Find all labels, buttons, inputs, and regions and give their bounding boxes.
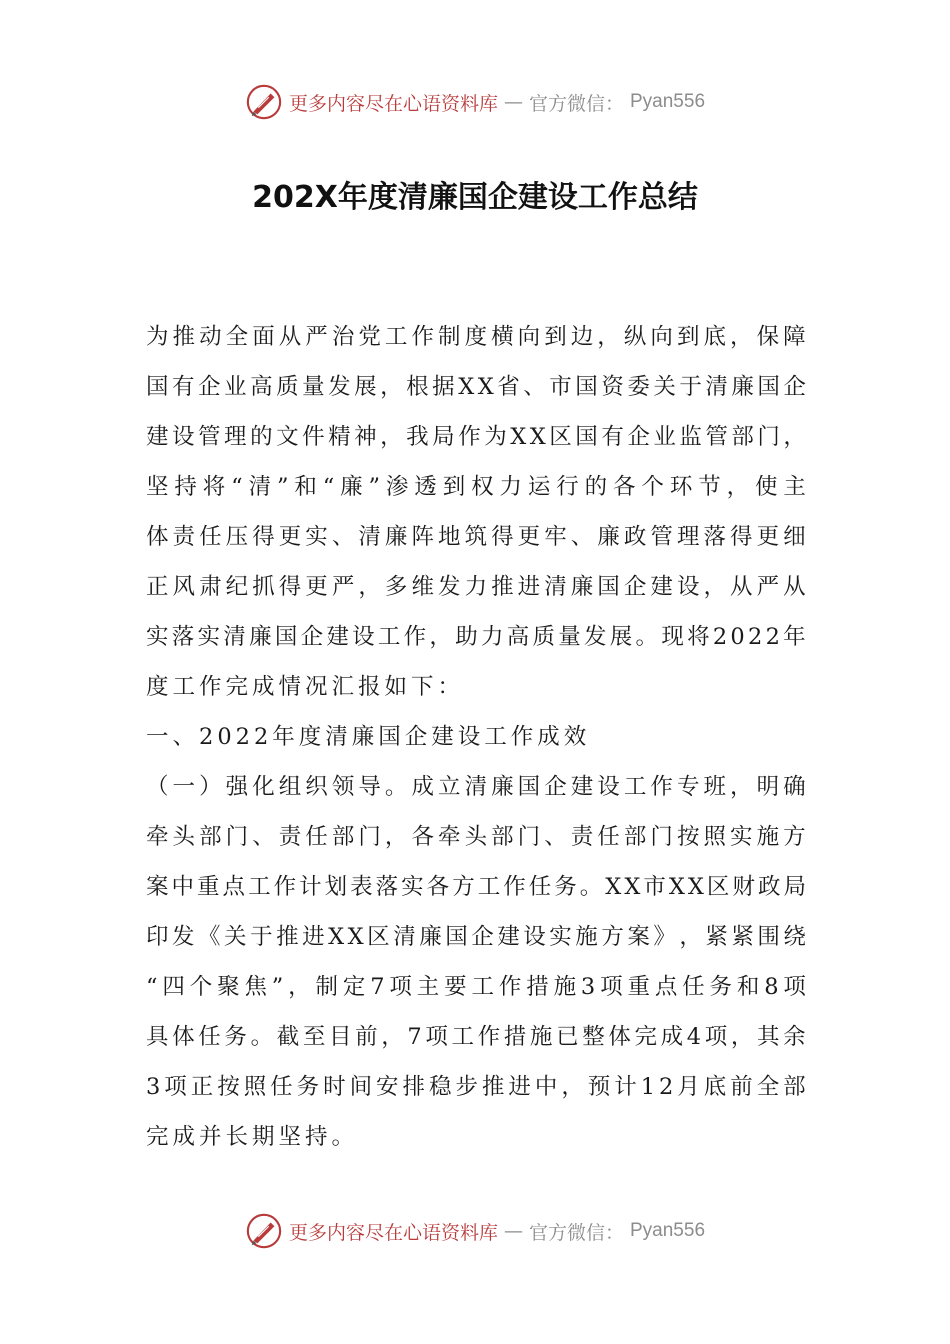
section-heading: 一、2022年度清廉国企建设工作成效 [146,724,591,750]
body-line: 正 风 肃 纪 抓 得 更 严 ， 多 维 发 力 推 进 清 廉 国 企 建 设 ， 从 严 从 [146,574,806,600]
body-line: 案 中 重 点 工 作 计 划 表 落 实 各 方 工 作 任 务 。 X X 市 X X 区 财 政 局 [146,874,806,900]
footer-banner [0,1211,950,1251]
banner-wechat-label: 官方微信： [528,92,624,115]
header-banner [0,82,950,122]
body-line: 为 推 动 全 面 从 严 治 党 工 作 制 度 横 向 到 边 ， 纵 向 到 底 ， 保 障 [146,324,806,350]
body-line: “ 四 个 聚 焦 ” ， 制 定 7 项 主 要 工 作 措 施 3 项 重 点 任 务 和 8 项 [146,974,806,1000]
document-title: 202X年度清廉国企建设工作总结 [252,180,698,215]
body-line: 建 设 管 理 的 文 件 精 神 ， 我 局 作 为 X X 区 国 有 企 业 监 管 部 门 ， [146,424,806,450]
banner-site-text: 更多内容尽在心语资料库 [288,92,498,115]
body-line: （ 一 ） 强 化 组 织 领 导 。 成 立 清 廉 国 企 建 设 工 作 专 班 ， 明 确 [146,774,806,800]
pen-quill-logo-icon [245,1212,283,1250]
footer-dash: — [503,1220,523,1242]
body-line: 体 责 任 压 得 更 实 、 清 廉 阵 地 筑 得 更 牢 、 廉 政 管 理 落 得 更 细 [146,524,806,550]
body-line: 完成并长期坚持。 [146,1124,359,1150]
banner-wechat-id: Pyan556 [630,91,706,112]
pen-quill-logo-icon [245,83,283,121]
body-line: 具 体 任 务 。 截 至 目 前 ， 7 项 工 作 措 施 已 整 体 完 成 4 项 ， 其 余 [146,1024,806,1050]
footer-site-text: 更多内容尽在心语资料库 [288,1221,498,1244]
body-line: 印 发 《 关 于 推 进 X X 区 清 廉 国 企 建 设 实 施 方 案 》 ， 紧 紧 围 绕 [146,924,806,950]
footer-wechat-label: 官方微信： [528,1221,624,1244]
body-line: 实 落 实 清 廉 国 企 建 设 工 作 ， 助 力 高 质 量 发 展 。 现 将 2 0 2 2 年 [146,624,806,650]
body-line: 坚 持 将 “ 清 ” 和 “ 廉 ” 渗 透 到 权 力 运 行 的 各 个 环 节 ， 使 主 [146,474,806,500]
body-line: 国 有 企 业 高 质 量 发 展 ， 根 据 X X 省 、 市 国 资 委 关 于 清 廉 国 企 [146,374,806,400]
body-line: 3 项 正 按 照 任 务 时 间 安 排 稳 步 推 进 中 ， 预 计 1 2 月 底 前 全 部 [146,1074,806,1100]
footer-wechat-id: Pyan556 [630,1220,706,1241]
body-line: 牵 头 部 门 、 责 任 部 门 ， 各 牵 头 部 门 、 责 任 部 门 按 照 实 施 方 [146,824,806,850]
banner-dash: — [503,91,523,113]
body-line: 度工作完成情况汇报如下： [146,674,465,700]
document-body [146,312,806,1162]
